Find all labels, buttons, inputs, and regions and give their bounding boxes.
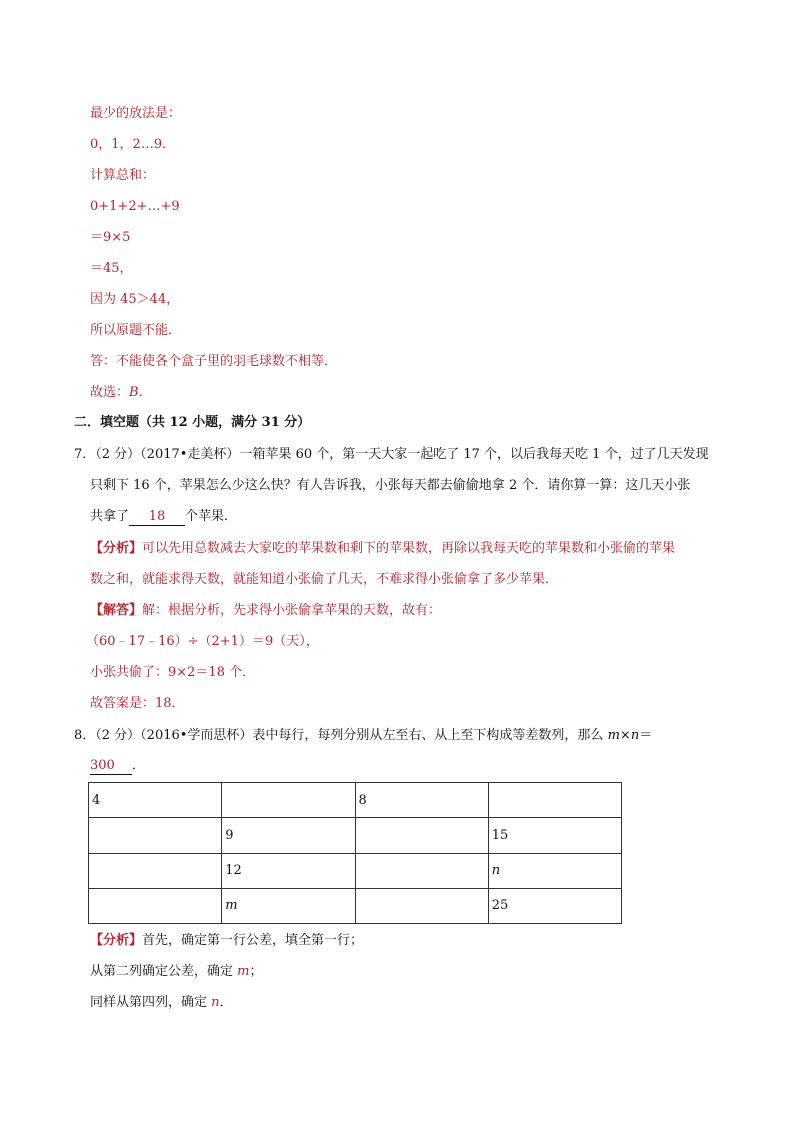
analysis-line: 数之和，就能求得天数，就能知道小张偷了几天，不难求得小张偷拿了多少苹果． (90, 572, 559, 587)
section-heading: 二．填空题（共 12 小题，满分 31 分） (74, 415, 311, 430)
solution-line: （60﹣17﹣16）÷（2+1）＝9（天）， (86, 634, 319, 649)
solution-line: ＝9×5 (90, 230, 131, 245)
question-7-line-1 (74, 446, 709, 464)
question-text: ． (132, 758, 146, 773)
table-row (89, 783, 622, 818)
table-cell (89, 853, 222, 888)
times-sign: × (619, 728, 631, 743)
table-cell (355, 888, 488, 923)
solution-line: 0+1+2+…+9 (90, 199, 180, 214)
question-7-line-2: 只剩下 16 个，苹果怎么少这么快？有人告诉我，小张每天都去偷偷地拿 2 个．请你算一算：这几天小张 (90, 478, 691, 493)
final-answer-line: 故答案是：18． (90, 696, 185, 711)
variable-m: m (237, 964, 250, 979)
analysis-text: 从第二列确定公差，确定 (90, 964, 238, 979)
answer-blank: 18 (129, 509, 185, 526)
table-cell (222, 783, 355, 818)
table-cell (488, 783, 621, 818)
analysis-text: ． (219, 995, 233, 1010)
question-8-line-2 (90, 757, 145, 775)
variable-m: m (607, 728, 620, 743)
analysis-tag: 【分析】 (90, 541, 143, 556)
question-text: 个苹果． (185, 509, 238, 524)
table-cell (355, 818, 488, 853)
analysis-text: 首先，确定第一行公差，填全第一行； (142, 933, 364, 948)
table-row (89, 818, 622, 853)
final-answer-suffix: ． (138, 385, 152, 400)
solution-text: 解：根据分析，先求得小张偷拿苹果的天数，故有： (142, 603, 442, 618)
solution-line: 0，1，2…9． (90, 137, 176, 152)
final-answer-choice: B (129, 385, 139, 400)
analysis-line (90, 540, 675, 558)
solution-tag: 【解答】 (90, 603, 143, 618)
analysis-text: 可以先用总数减去大家吃的苹果数和剩下的苹果数，再除以我每天吃的苹果数和小张偷的苹果 (142, 541, 676, 556)
solution-line (90, 602, 441, 620)
analysis-line (90, 963, 262, 981)
table-cell: 4 (89, 783, 222, 818)
arithmetic-grid-table (88, 782, 622, 924)
solution-line: 因为 45＞44， (90, 292, 180, 307)
table-cell: 8 (355, 783, 488, 818)
question-text: （2 分）（2017•走美杯）一箱苹果 60 个，第一天大家一起吃了 17 个，以后我每天吃 1 个，过了几天发现 (95, 447, 709, 462)
table-cell: 12 (222, 853, 355, 888)
solution-line: 答：不能使各个盒子里的羽毛球数不相等． (90, 354, 338, 369)
analysis-line (90, 994, 233, 1012)
question-text: （2 分）（2016•学而思杯）表中每行，每列分别从左至右、从上至下构成等差数列，那么 (95, 728, 608, 743)
table-cell: n (488, 853, 621, 888)
equals-sign: ＝ (639, 728, 653, 743)
analysis-text: 同样从第四列，确定 (90, 995, 212, 1010)
table-cell: m (222, 888, 355, 923)
question-number: 7． (74, 447, 96, 462)
analysis-line (90, 932, 363, 950)
question-8-line-1 (74, 727, 652, 745)
question-text: 共拿了 (90, 509, 130, 524)
analysis-text: ； (249, 964, 263, 979)
solution-line: 小张共偷了：9×2＝18 个． (90, 665, 256, 680)
final-answer-prefix: 故选： (90, 385, 130, 400)
variable-n: n (630, 728, 640, 743)
analysis-tag: 【分析】 (90, 933, 143, 948)
table-cell: 15 (488, 818, 621, 853)
answer-blank: 300 (90, 758, 132, 775)
question-7-line-3 (90, 508, 237, 526)
table-row (89, 888, 622, 923)
final-answer-line (90, 384, 152, 402)
solution-line: ＝45， (90, 261, 133, 276)
table-row (89, 853, 622, 888)
question-number: 8． (74, 728, 96, 743)
table-cell (89, 818, 222, 853)
table-cell (355, 853, 488, 888)
table-cell: 25 (488, 888, 621, 923)
table-cell: 9 (222, 818, 355, 853)
solution-line: 最少的放法是： (90, 106, 182, 121)
solution-line: 所以原题不能． (90, 323, 182, 338)
table-cell (89, 888, 222, 923)
solution-line: 计算总和： (90, 168, 156, 183)
variable-n: n (211, 995, 220, 1010)
